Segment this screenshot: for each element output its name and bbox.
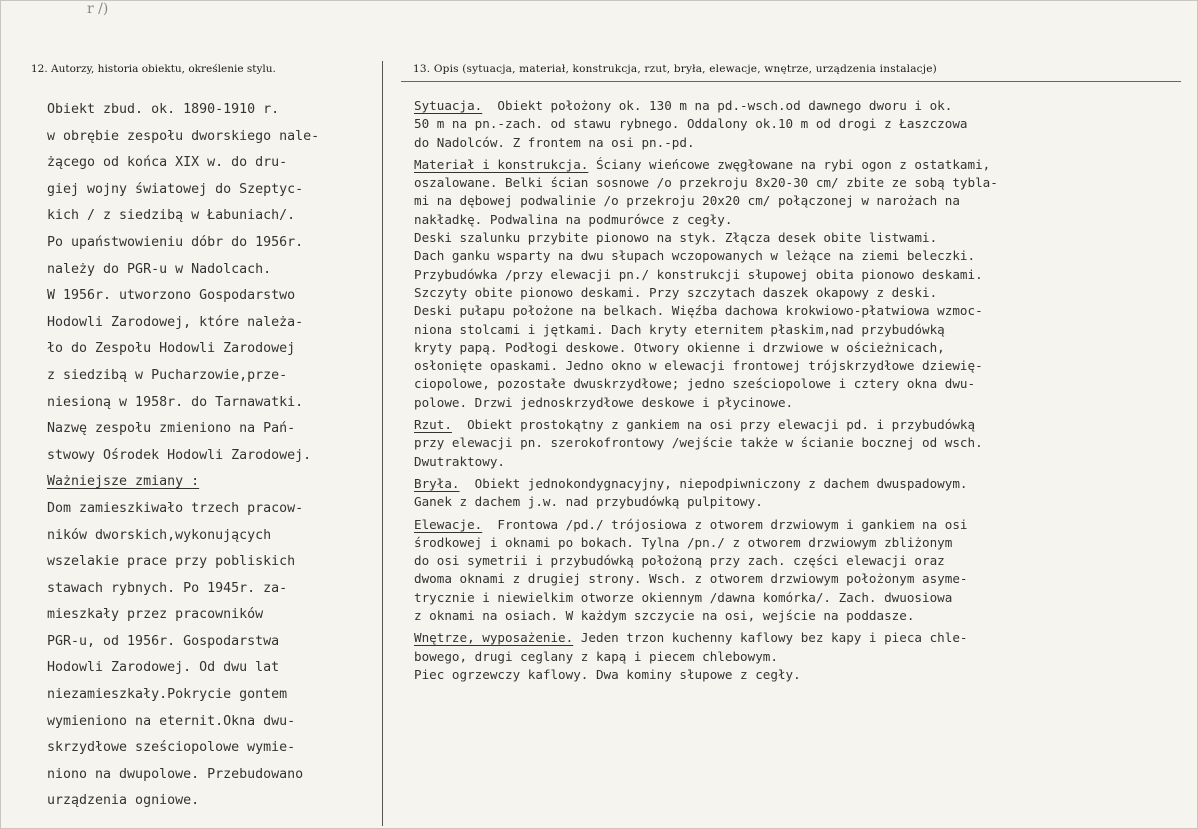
- description-line: [414, 570, 998, 588]
- section-text: Obiekt jednokondygnacyjny, niepodpiwniczony z dachem dwuspadowym.: [459, 475, 968, 491]
- section-text: kryty papą. Podłogi deskowe. Otwory okienne i drzwiowe w ościeżnicach,: [414, 339, 945, 355]
- section-text: do osi symetrii i przybudówką położoną przy zach. części elewacji oraz: [414, 553, 945, 569]
- section-text: przy elewacji pn. szerokofrontowy /wejście także w ścianie bocznej od wsch.: [414, 435, 983, 451]
- left-text-line: żącego od końca XIX w. do dru-: [47, 155, 288, 171]
- description-section: [414, 629, 998, 684]
- description-line: [414, 357, 998, 375]
- section-text: bowego, drugi ceglany z kapą i piecem chlebowym.: [414, 648, 778, 664]
- section-text: z oknami na osiach. W każdym szczycie na osi, wejście na poddasze.: [414, 608, 915, 624]
- section-heading: Sytuacja.: [414, 98, 483, 113]
- description-line: [414, 552, 998, 570]
- description-line: [414, 453, 998, 471]
- left-text-line: PGR-u, od 1956r. Gospodarstwa: [47, 633, 280, 649]
- section-text: środkowej i oknami po bokach. Tylna /pn./ z otworem drzwiowym zbliżonym: [414, 534, 953, 550]
- section-text: nakładkę. Podwalina na podmurówce z cegły.: [414, 211, 733, 227]
- section-text: mi na dębowej podwalinie /o przekroju 20x20 cm/ połączonej w narożach na: [414, 193, 960, 209]
- description-section: [414, 475, 998, 512]
- section-heading: Bryła.: [414, 475, 460, 491]
- column-divider: [382, 61, 383, 826]
- left-text-line: Po upaństwowieniu dóbr do 1956r.: [47, 234, 304, 250]
- section-text: Frontowa /pd./ trójosiowa z otworem drzwiowym i gankiem na osi: [482, 516, 968, 532]
- description-line: [414, 375, 998, 393]
- left-text-line: mieszkały przez pracowników: [47, 607, 264, 623]
- description-line: [414, 174, 998, 192]
- section-text: Szczyty obite pionowo deskami. Przy szczytach daszek okapowy z deski.: [414, 284, 938, 300]
- section-heading: Materiał i konstrukcja.: [414, 156, 589, 172]
- left-text-line: w obrębie zespołu dworskiego nale-: [47, 128, 320, 144]
- header-authors-history: 12. Autorzy, historia obiektu, określenie stylu.: [31, 63, 276, 75]
- description-line: [414, 434, 998, 452]
- section-text: Ściany wieńcowe zwęgłowane na rybi ogon z ostatkami,: [588, 156, 991, 172]
- section-text: Ganek z dachem j.w. nad przybudówką pulpitowy.: [414, 494, 763, 510]
- left-text-line: należy do PGR-u w Nadolcach.: [47, 261, 272, 277]
- section-text: Przybudówka /przy elewacji pn./ konstrukcji słupowej obita pionowo deskami.: [414, 266, 983, 282]
- section-text: Deski pułapu położone na belkach. Więźba dachowa krokwiowo-płatwiowa wzmoc-: [414, 303, 983, 319]
- left-text-line: niono na dwupolowe. Przebudowano: [47, 766, 304, 782]
- description-line: [414, 156, 998, 174]
- description-line: [414, 339, 998, 357]
- section-text: Deski szalunku przybite pionowo na styk. Złącza desek obite listwami.: [414, 230, 938, 246]
- left-text-line: Hodowli Zarodowej, które należa-: [47, 314, 304, 330]
- section-heading: Rzut.: [414, 417, 452, 433]
- section-text: 50 m na pn.-zach. od stawu rybnego. Oddalony ok.10 m od drogi z Łaszczowa: [414, 116, 968, 132]
- right-column-text: [414, 97, 998, 688]
- section-text: Dwutraktowy.: [414, 453, 505, 469]
- description-line: [414, 629, 998, 647]
- description-line: [414, 266, 998, 284]
- section-text: do Nadolców. Z frontem na osi pn.-pd.: [414, 134, 695, 150]
- section-heading: Elewacje.: [414, 516, 483, 532]
- left-text-line: urządzenia ogniowe.: [47, 793, 200, 809]
- section-text: trycznie i niewielkim otworze okiennym /dawna komórka/. Zach. dwuosiowa: [414, 589, 953, 605]
- left-text-line: W 1956r. utworzono Gospodarstwo: [47, 288, 296, 304]
- description-line: [414, 247, 998, 265]
- left-text-line: niesioną w 1958r. do Tarnawatki.: [47, 394, 304, 410]
- left-text-line: ło do Zespołu Hodowli Zarodowej: [47, 341, 296, 357]
- description-section: [414, 97, 998, 152]
- description-line: [414, 211, 998, 229]
- header-description: 13. Opis (sytuacja, materiał, konstrukcja, rzut, bryła, elewacje, wnętrze, urządzenia instalacje): [413, 63, 937, 75]
- section-text: polowe. Drzwi jednoskrzydłowe deskowe i płycinowe.: [414, 394, 794, 410]
- left-text-line: Obiekt zbud. ok. 1890-1910 r.: [47, 102, 280, 117]
- description-line: [414, 97, 998, 115]
- description-section: [414, 516, 998, 626]
- left-text-line: wszelakie prace przy pobliskich: [47, 554, 296, 570]
- left-text-line: Dom zamieszkiwało trzech pracow-: [47, 500, 304, 516]
- description-line: [414, 134, 998, 152]
- section-text: Dach ganku wsparty na dwu słupach wczopowanych w leżące na ziemi beleczki.: [414, 248, 976, 264]
- description-line: [414, 516, 998, 534]
- description-line: [414, 192, 998, 210]
- description-line: [414, 589, 998, 607]
- left-text-line: Hodowli Zarodowej. Od dwu lat: [47, 660, 280, 676]
- left-text-line: Ważniejsze zmiany :: [47, 474, 200, 490]
- left-text-line: stawach rybnych. Po 1945r. za-: [47, 580, 288, 596]
- left-text-line: niezamieszkały.Pokrycie gontem: [47, 687, 288, 703]
- section-heading: Wnętrze, wyposażenie.: [414, 630, 574, 646]
- section-text: oszalowane. Belki ścian sosnowe /o przekroju 8x20-30 cm/ zbite ze sobą tybla-: [414, 175, 998, 191]
- left-text-line: wymieniono na eternit.Okna dwu-: [47, 713, 296, 729]
- description-line: [414, 229, 998, 247]
- section-text: Piec ogrzewczy kaflowy. Dwa kominy słupowe z cegły.: [414, 666, 801, 682]
- left-column-text: [47, 97, 319, 815]
- left-text-line: Nazwę zespołu zmieniono na Pań-: [47, 421, 296, 437]
- description-line: [414, 394, 998, 412]
- section-text: osłonięte opaskami. Jedno okno w elewacji frontowej trójskrzydłowe dziewię-: [414, 358, 983, 374]
- description-line: [414, 115, 998, 133]
- description-line: [414, 302, 998, 320]
- section-text: ciopolowe, pozostałe dwuskrzydłowe; jedno sześciopolowe i cztery okna dwu-: [414, 376, 976, 392]
- description-line: [414, 321, 998, 339]
- section-text: niona stolcami i jętkami. Dach kryty eternitem płaskim,nad przybudówką: [414, 321, 945, 337]
- left-text-line: stwowy Ośrodek Hodowli Zarodowej.: [47, 447, 312, 463]
- left-text-line: z siedzibą w Pucharzowie,prze-: [47, 367, 288, 383]
- section-text: Obiekt prostokątny z gankiem na osi przy elewacji pd. i przybudówką: [451, 417, 976, 433]
- description-section: [414, 156, 998, 412]
- description-line: [414, 284, 998, 302]
- section-text: dwoma oknami z drugiej strony. Wsch. z otworem drzwiowym położonym asyme-: [414, 571, 968, 587]
- description-line: [414, 493, 998, 511]
- description-line: [414, 475, 998, 493]
- corner-mark: r /): [87, 1, 109, 17]
- description-line: [414, 607, 998, 625]
- description-line: [414, 416, 998, 434]
- section-text: Obiekt położony ok. 130 m na pd.-wsch.od dawnego dworu i ok.: [482, 98, 953, 113]
- description-line: [414, 534, 998, 552]
- left-text-line: kich / z siedzibą w Łabuniach/.: [47, 208, 296, 224]
- left-text-line: skrzydłowe sześciopolowe wymie-: [47, 740, 296, 756]
- description-line: [414, 648, 998, 666]
- description-line: [414, 666, 998, 684]
- left-text-line: giej wojny światowej do Szeptyc-: [47, 181, 304, 197]
- section-text: Jeden trzon kuchenny kaflowy bez kapy i pieca chle-: [573, 630, 968, 646]
- left-text-line: ników dworskich,wykonujących: [47, 527, 272, 543]
- description-section: [414, 416, 998, 471]
- header-rule: [401, 81, 1181, 82]
